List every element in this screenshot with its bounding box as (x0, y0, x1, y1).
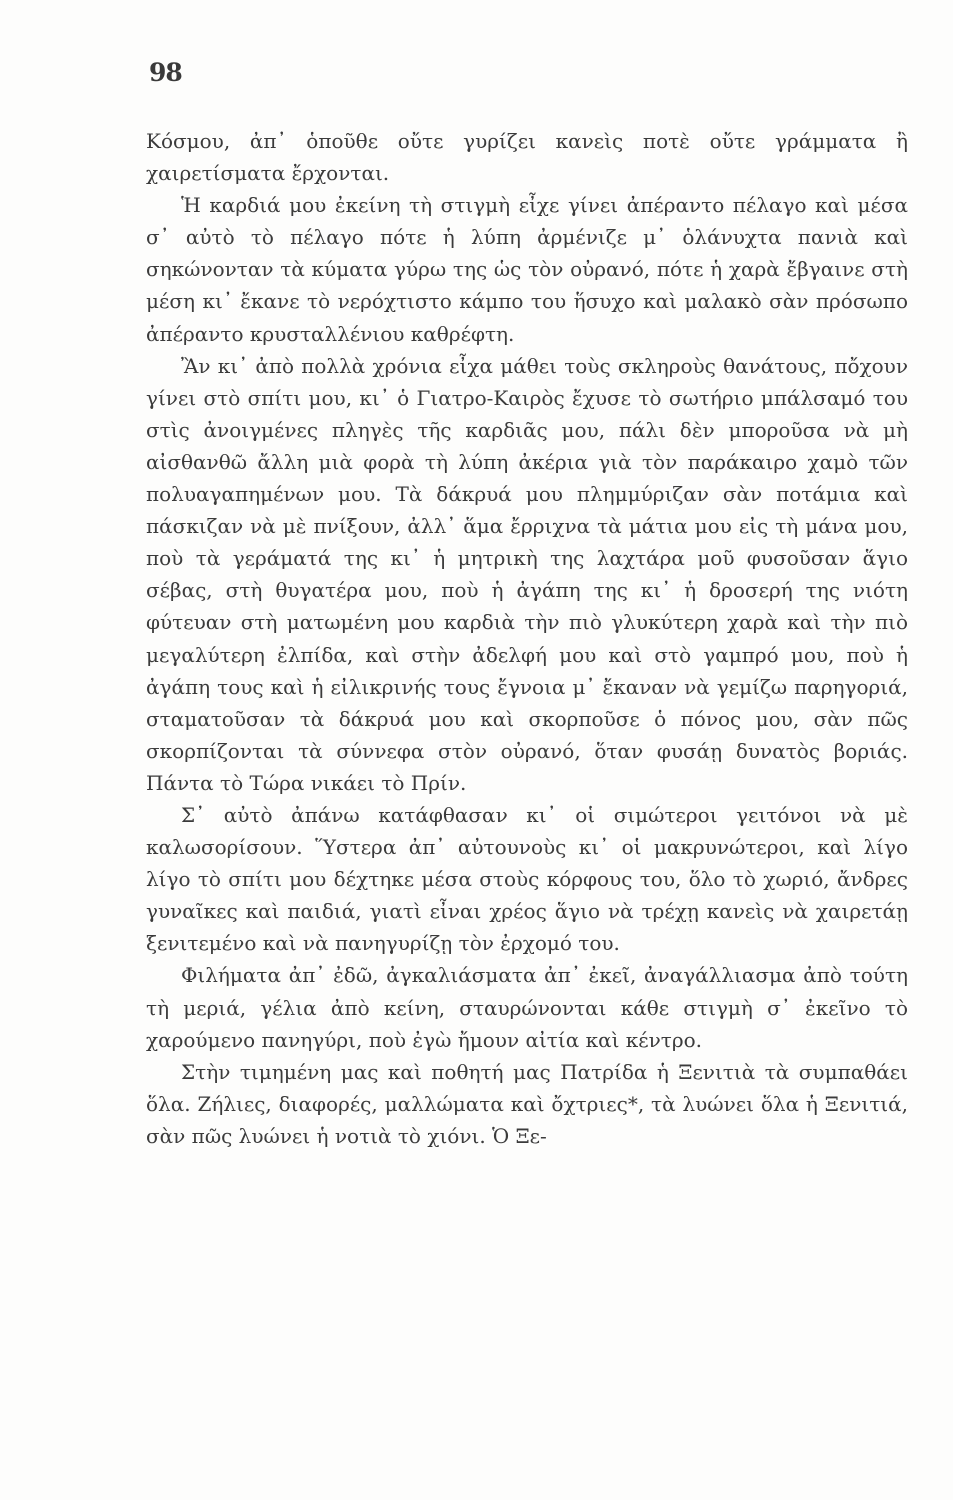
paragraph-2: Ἡ καρδιά μου ἐκείνη τὴ στιγμὴ εἶχε γίνει ἀπέραντο πέλαγο καὶ μέσα σ᾽ αὐτὸ τὸ πέλαγο πότε ἡ λύπη ἀρμένιζε μ᾽ ὁλάνυχτα πανιὰ καὶ σηκώνονταν τὰ κύματα γύρω της ὡς τὸν οὐρανό, πότε ἡ χαρὰ ἔβγαινε στὴ μέση κι᾽ ἔκανε τὸ νερόχτιστο κάμπο του ἥσυχο καὶ μαλακὸ σὰν πρόσωπο ἀπέραντο κρυσταλλένιου καθρέφτη. (146, 193, 908, 346)
paragraph-4: Σ᾽ αὐτὸ ἀπάνω κατάφθασαν κι᾽ οἱ σιμώτεροι γειτόνοι νὰ μὲ καλωσορίσουν. Ὕστερα ἀπ᾽ αὐτουνοὺς κι᾽ οἱ μακρυνώτεροι, καὶ λίγο λίγο τὸ σπίτι μου δέχτηκε μέσα στοὺς κόρφους του, ὅλο τὸ χωριό, ἄνδρες γυναῖκες καὶ παιδιά, γιατὶ εἶναι χρέος ἅγιο νὰ τρέχῃ κανεὶς νὰ χαιρετάῃ ξενιτεμένο καὶ νὰ πανηγυρίζῃ τὸν ἐρχομό του. (146, 802, 908, 956)
body-text (146, 125, 908, 1152)
paragraph-6: Στὴν τιμημένη μας καὶ ποθητή μας Πατρίδα ἡ Ξενιτιὰ τὰ συμπαθάει ὅλα. Ζήλιες, διαφορές, μαλλώματα καὶ ὄχτριες*, τὰ λυώνει ὅλα ἡ Ξενιτιά, σὰν πῶς λυώνει ἡ νοτιὰ τὸ χιόνι. Ὁ Ξε- (146, 1059, 908, 1148)
paragraph-5: Φιλήματα ἀπ᾽ ἐδῶ, ἀγκαλιάσματα ἀπ᾽ ἐκεῖ, ἀναγάλλιασμα ἀπὸ τούτη τὴ μεριά, γέλια ἀπὸ κείνη, σταυρώνονται κάθε στιγμὴ σ᾽ ἐκεῖνο τὸ χαρούμενο πανηγύρι, ποὺ ἐγὼ ἤμουν αἰτία καὶ κέντρο. (146, 963, 908, 1052)
page-number: 98 (149, 58, 182, 87)
paragraph-1: Κόσμου, ἀπ᾽ ὁποῦθε οὔτε γυρίζει κανεὶς ποτὲ οὔτε γράμματα ἢ χαιρετίσματα ἔρχονται. (146, 129, 908, 186)
paragraph-3: Ἂν κι᾽ ἀπὸ πολλὰ χρόνια εἶχα μάθει τοὺς σκληροὺς θανάτους, πὄχουν γίνει στὸ σπίτι μου, κι᾽ ὁ Γιατρο-Καιρὸς ἔχυσε τὸ σωτήριο μπάλσαμό του στὶς ἀνοιγμένες πληγὲς τῆς καρδιᾶς μου, πάλι δὲν μποροῦσα νὰ μὴ αἰσθανθῶ ἄλλη μιὰ φορὰ τὴ λύπη ἀκέρια γιὰ τὸν παράκαιρο χαμὸ τῶν πολυαγαπημένων μου. Τὰ δάκρυά μου πλημμύριζαν σὰν ποτάμια καὶ πάσκιζαν νὰ μὲ πνίξουν, ἀλλ᾽ ἅμα ἔρριχνα τὰ μάτια μου εἰς τὴ μάνα μου, ποὺ τὰ γεράματά της κι᾽ ἡ μητρικὴ της λαχτάρα μοῦ φυσοῦσαν ἅγιο σέβας, στὴ θυγατέρα μου, ποὺ ἡ ἀγάπη της κι᾽ ἡ δροσερή της νιότη φύτευαν στὴ ματωμένη μου καρδιὰ τὴν πιὸ γλυκύτερη χαρὰ καὶ τὴν πιὸ μεγαλύτερη ἐλπίδα, καὶ στὴν ἀδελφή μου καὶ στὸ γαμπρό μου, ποὺ ἡ ἀγάπη τους καὶ ἡ εἰλικρινής τους ἔγνοια μ᾽ ἔκαναν νὰ γεμίζω παρηγοριά, σταματοῦσαν τὰ δάκρυά μου καὶ σκορποῦσε ὁ πόνος μου, σὰν πῶς σκορπίζονται τὰ σύννεφα στὸν οὐρανό, ὅταν φυσάῃ δυνατὸς βοριάς. Πάντα τὸ Τώρα νικάει τὸ Πρίν. (146, 353, 908, 795)
